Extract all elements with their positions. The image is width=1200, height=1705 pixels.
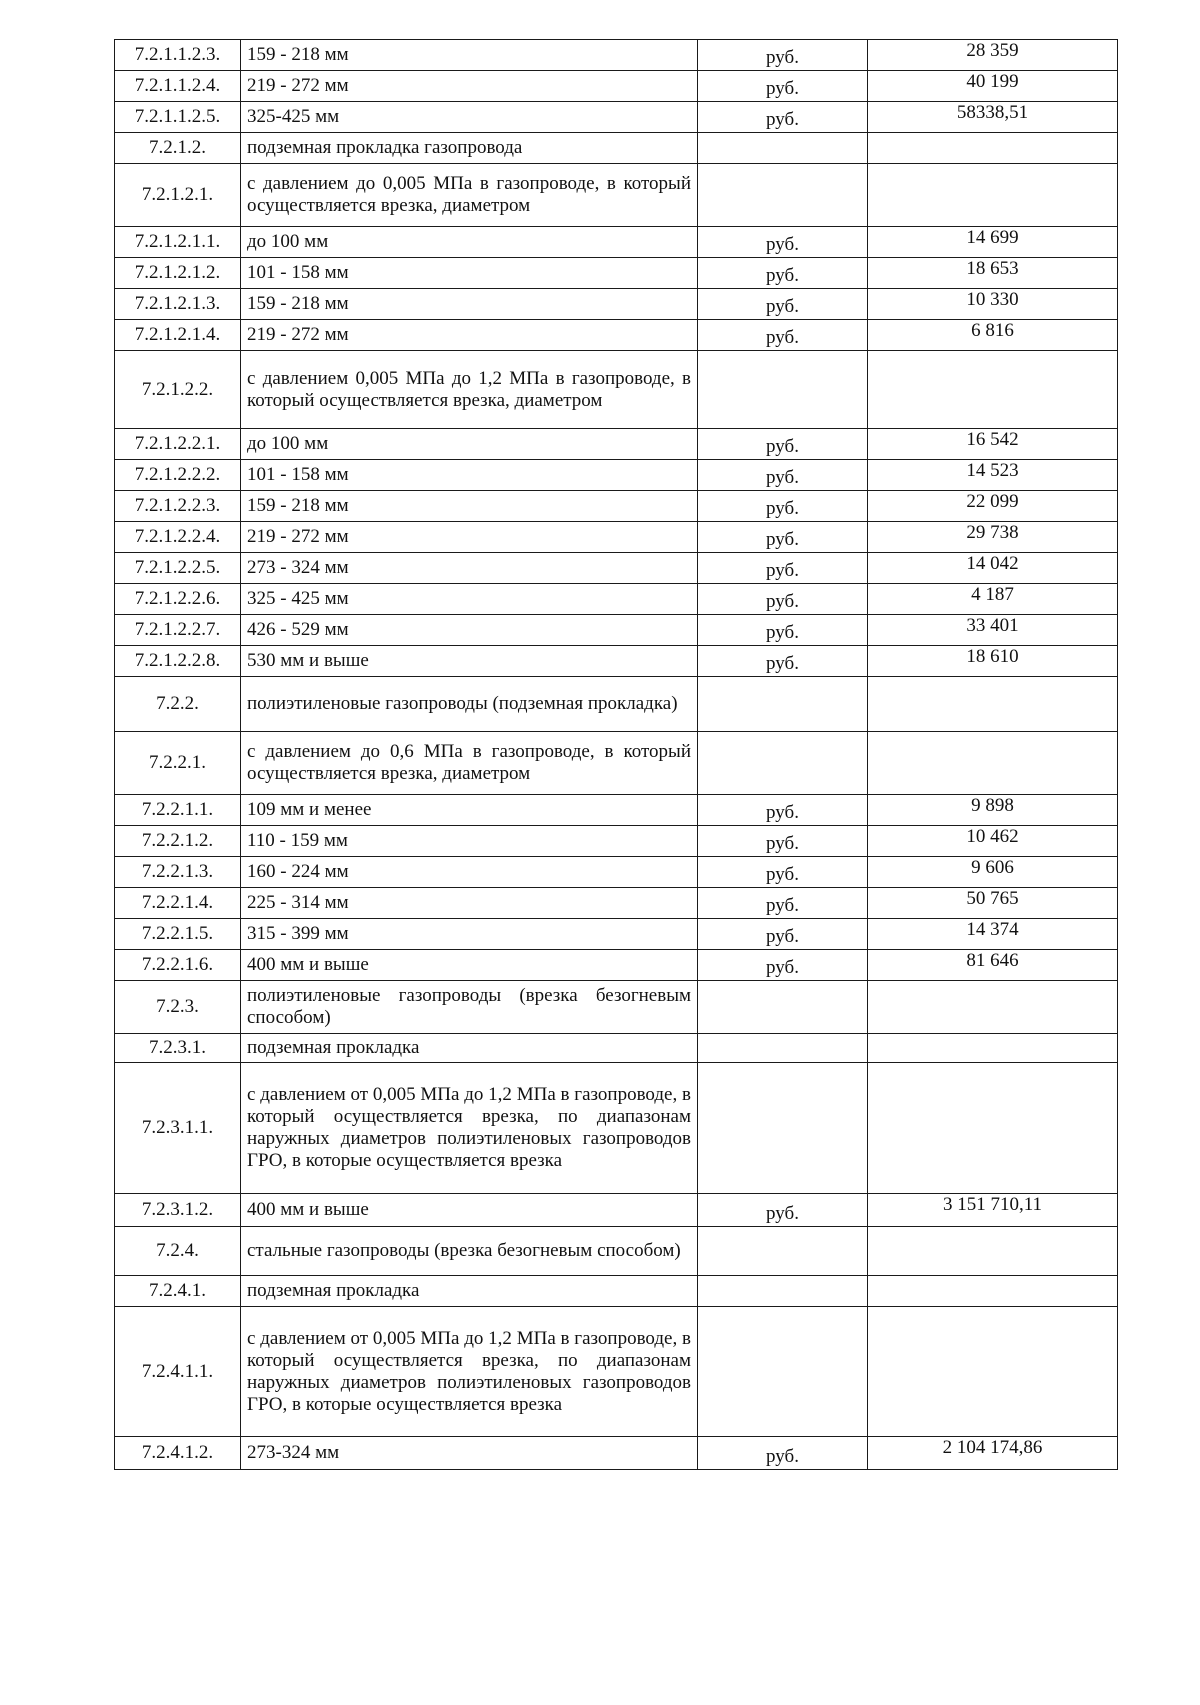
item-description-cell: подземная прокладка газопровода [241,133,698,164]
table-row [115,133,1118,164]
price-cell [868,1307,1118,1437]
item-code-cell: 7.2.1.2.1.1. [115,227,241,258]
item-code-cell: 7.2.1.2.2. [115,351,241,429]
price-cell [868,351,1118,429]
price-cell: 50 765 [868,888,1118,919]
item-description-cell: 110 - 159 мм [241,826,698,857]
unit-cell: руб. [698,102,868,133]
unit-cell: руб. [698,615,868,646]
price-cell: 33 401 [868,615,1118,646]
item-description-cell: подземная прокладка [241,1276,698,1307]
item-code-cell: 7.2.2.1.3. [115,857,241,888]
price-cell: 28 359 [868,40,1118,71]
table-body [115,40,1118,1470]
price-cell: 29 738 [868,522,1118,553]
table-row [115,584,1118,615]
unit-cell [698,133,868,164]
unit-cell: руб. [698,857,868,888]
unit-cell: руб. [698,553,868,584]
item-code-cell: 7.2.2.1. [115,732,241,795]
item-description-cell: 400 мм и выше [241,950,698,981]
unit-cell: руб. [698,320,868,351]
unit-cell: руб. [698,1194,868,1227]
table-row [115,102,1118,133]
unit-cell [698,677,868,732]
item-code-cell: 7.2.4. [115,1227,241,1276]
item-code-cell: 7.2.4.1.1. [115,1307,241,1437]
item-description-cell: 273-324 мм [241,1437,698,1470]
unit-cell: руб. [698,460,868,491]
item-code-cell: 7.2.2.1.5. [115,919,241,950]
unit-cell [698,732,868,795]
table-row [115,950,1118,981]
unit-cell: руб. [698,289,868,320]
table-row [115,1276,1118,1307]
item-description-cell: подземная прокладка [241,1034,698,1063]
unit-cell [698,164,868,227]
table-row [115,351,1118,429]
table-row [115,919,1118,950]
table-row [115,320,1118,351]
unit-cell [698,1063,868,1194]
table-row [115,826,1118,857]
unit-cell: руб. [698,522,868,553]
unit-cell [698,1307,868,1437]
price-cell [868,677,1118,732]
table-row [115,1194,1118,1227]
item-code-cell: 7.2.4.1. [115,1276,241,1307]
table-row [115,677,1118,732]
unit-cell [698,351,868,429]
price-cell [868,1276,1118,1307]
price-cell [868,1063,1118,1194]
item-description-cell: 101 - 158 мм [241,258,698,289]
unit-cell: руб. [698,258,868,289]
price-cell: 9 898 [868,795,1118,826]
unit-cell [698,981,868,1034]
item-code-cell: 7.2.1.2.2.7. [115,615,241,646]
unit-cell: руб. [698,646,868,677]
price-cell: 4 187 [868,584,1118,615]
item-description-cell: 219 - 272 мм [241,71,698,102]
item-code-cell: 7.2.1.2.2.5. [115,553,241,584]
table-row [115,491,1118,522]
unit-cell: руб. [698,40,868,71]
price-cell [868,1034,1118,1063]
table-row [115,1034,1118,1063]
item-code-cell: 7.2.1.2. [115,133,241,164]
item-description-cell: с давлением до 0,6 МПа в газопроводе, в который осуществляется врезка, диаметром [241,732,698,795]
unit-cell: руб. [698,826,868,857]
item-description-cell: с давлением 0,005 МПа до 1,2 МПа в газопроводе, в который осуществляется врезка, диаметром [241,351,698,429]
unit-cell [698,1227,868,1276]
item-description-cell: 159 - 218 мм [241,491,698,522]
table-row [115,553,1118,584]
price-cell: 14 374 [868,919,1118,950]
table-row [115,732,1118,795]
item-description-cell: полиэтиленовые газопроводы (врезка безогневым способом) [241,981,698,1034]
item-description-cell: 400 мм и выше [241,1194,698,1227]
price-cell [868,1227,1118,1276]
item-code-cell: 7.2.1.2.2.2. [115,460,241,491]
item-description-cell: 325 - 425 мм [241,584,698,615]
unit-cell: руб. [698,919,868,950]
table-row [115,460,1118,491]
table-row [115,522,1118,553]
table-row [115,227,1118,258]
item-description-cell: полиэтиленовые газопроводы (подземная прокладка) [241,677,698,732]
price-cell: 58338,51 [868,102,1118,133]
price-cell: 2 104 174,86 [868,1437,1118,1470]
item-code-cell: 7.2.1.2.1. [115,164,241,227]
item-code-cell: 7.2.3.1.1. [115,1063,241,1194]
price-cell: 81 646 [868,950,1118,981]
item-code-cell: 7.2.1.1.2.3. [115,40,241,71]
item-code-cell: 7.2.2.1.2. [115,826,241,857]
item-code-cell: 7.2.1.2.2.1. [115,429,241,460]
item-description-cell: 325-425 мм [241,102,698,133]
item-description-cell: 159 - 218 мм [241,40,698,71]
item-code-cell: 7.2.2.1.1. [115,795,241,826]
table-row [115,1063,1118,1194]
price-cell: 6 816 [868,320,1118,351]
item-code-cell: 7.2.1.1.2.5. [115,102,241,133]
item-description-cell: 109 мм и менее [241,795,698,826]
unit-cell [698,1034,868,1063]
item-code-cell: 7.2.4.1.2. [115,1437,241,1470]
price-cell [868,732,1118,795]
price-cell [868,981,1118,1034]
item-code-cell: 7.2.1.2.2.3. [115,491,241,522]
item-description-cell: 101 - 158 мм [241,460,698,491]
price-cell: 18 610 [868,646,1118,677]
item-description-cell: до 100 мм [241,227,698,258]
item-description-cell: 426 - 529 мм [241,615,698,646]
unit-cell [698,1276,868,1307]
item-code-cell: 7.2.1.2.1.2. [115,258,241,289]
table-row [115,888,1118,919]
item-description-cell: до 100 мм [241,429,698,460]
unit-cell: руб. [698,491,868,522]
table-row [115,164,1118,227]
item-code-cell: 7.2.2.1.6. [115,950,241,981]
price-cell: 22 099 [868,491,1118,522]
item-description-cell: 160 - 224 мм [241,857,698,888]
table-row [115,857,1118,888]
table-row [115,795,1118,826]
price-cell: 16 542 [868,429,1118,460]
table-row [115,615,1118,646]
item-description-cell: стальные газопроводы (врезка безогневым способом) [241,1227,698,1276]
item-description-cell: 273 - 324 мм [241,553,698,584]
tariff-table [114,39,1118,1470]
price-cell [868,133,1118,164]
item-description-cell: 219 - 272 мм [241,522,698,553]
unit-cell: руб. [698,227,868,258]
price-cell: 14 523 [868,460,1118,491]
item-description-cell: 159 - 218 мм [241,289,698,320]
table-row [115,429,1118,460]
table-row [115,71,1118,102]
table-row [115,1307,1118,1437]
unit-cell: руб. [698,1437,868,1470]
item-code-cell: 7.2.2.1.4. [115,888,241,919]
item-code-cell: 7.2.1.2.1.3. [115,289,241,320]
unit-cell: руб. [698,950,868,981]
item-code-cell: 7.2.3.1.2. [115,1194,241,1227]
item-code-cell: 7.2.3.1. [115,1034,241,1063]
unit-cell: руб. [698,795,868,826]
table-row [115,1227,1118,1276]
table-row [115,258,1118,289]
item-description-cell: с давлением до 0,005 МПа в газопроводе, в который осуществляется врезка, диаметром [241,164,698,227]
price-cell: 40 199 [868,71,1118,102]
item-description-cell: 530 мм и выше [241,646,698,677]
item-description-cell: 225 - 314 мм [241,888,698,919]
item-code-cell: 7.2.1.2.2.4. [115,522,241,553]
price-cell: 10 462 [868,826,1118,857]
item-description-cell: с давлением от 0,005 МПа до 1,2 МПа в газопроводе, в который осуществляется врезка, по диапазонам наружных диаметров полиэтиленовых газопроводов ГРО, в которые осуществляется врезка [241,1307,698,1437]
item-code-cell: 7.2.1.1.2.4. [115,71,241,102]
price-cell: 10 330 [868,289,1118,320]
item-description-cell: с давлением от 0,005 МПа до 1,2 МПа в газопроводе, в который осуществляется врезка, по диапазонам наружных диаметров полиэтиленовых газопроводов ГРО, в которые осуществляется врезка [241,1063,698,1194]
item-description-cell: 315 - 399 мм [241,919,698,950]
unit-cell: руб. [698,888,868,919]
table-row [115,981,1118,1034]
item-description-cell: 219 - 272 мм [241,320,698,351]
item-code-cell: 7.2.2. [115,677,241,732]
item-code-cell: 7.2.1.2.2.6. [115,584,241,615]
unit-cell: руб. [698,584,868,615]
price-cell: 3 151 710,11 [868,1194,1118,1227]
table-row [115,40,1118,71]
unit-cell: руб. [698,429,868,460]
item-code-cell: 7.2.3. [115,981,241,1034]
price-cell: 9 606 [868,857,1118,888]
table-row [115,1437,1118,1470]
price-cell: 14 042 [868,553,1118,584]
unit-cell: руб. [698,71,868,102]
price-cell: 18 653 [868,258,1118,289]
table-row [115,646,1118,677]
price-cell [868,164,1118,227]
table-row [115,289,1118,320]
item-code-cell: 7.2.1.2.2.8. [115,646,241,677]
price-cell: 14 699 [868,227,1118,258]
item-code-cell: 7.2.1.2.1.4. [115,320,241,351]
